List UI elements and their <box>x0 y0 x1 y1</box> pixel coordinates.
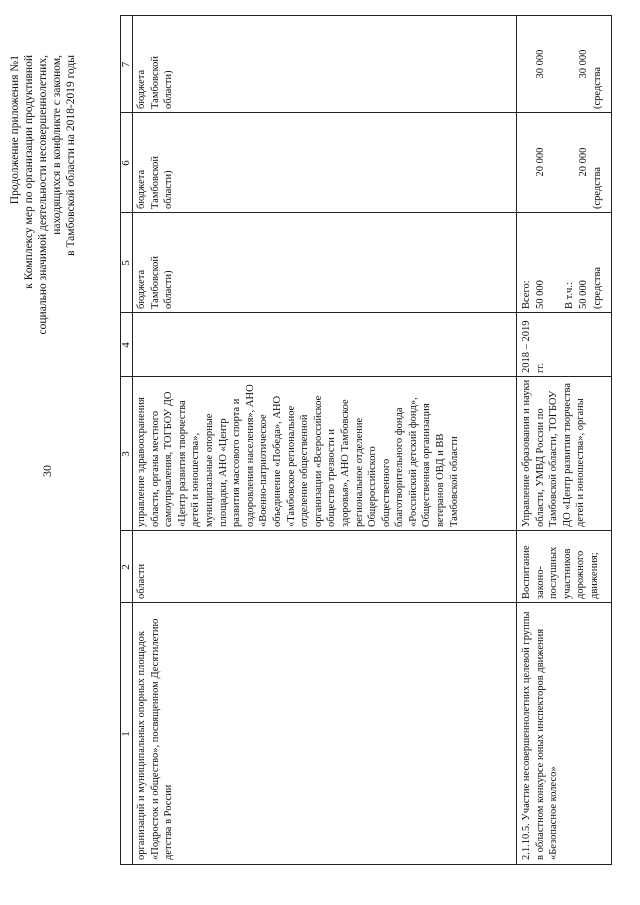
executors-cell: Управление образования и науки области, УМВД России по Тамбовской области, ТОГБОУ ДО «Центр развития творчества детей и юношества», органы <box>521 379 587 527</box>
header-line: социально значимой деятельности несовершеннолетних, <box>37 55 49 335</box>
goal-cell: области <box>136 563 147 599</box>
header-line: в Тамбовской области на 2018-2019 годы <box>65 55 77 256</box>
header-line: находящихся в конфликте с законом, <box>51 55 63 235</box>
funding-2018-including-value: 20 000 <box>578 147 589 177</box>
column-number-6: 6 <box>120 160 132 166</box>
funding-2019-cell: бюджета Тамбовской области) <box>136 55 175 109</box>
funding-including-value: 50 000 <box>578 280 589 309</box>
funding-2018-value: 20 000 <box>535 147 546 177</box>
goal-cell: Воспитание законо-послушных участников дорожного движения; <box>521 545 600 599</box>
funding-2019-value: 30 000 <box>535 49 546 79</box>
funding-total-label: Всего: <box>521 280 532 309</box>
funding-2018-source-note: (средства <box>592 167 603 209</box>
event-name-cell: 2.1.10.5. Участие несовершеннолетних целевой группы в областном конкурсе юных инспекторов движения «Безопасное колесо» <box>521 611 560 860</box>
column-number-4: 4 <box>120 342 132 348</box>
funding-2019-source-note: (средства <box>592 67 603 109</box>
column-number-7: 7 <box>120 61 132 68</box>
funding-including-label: В т.ч.: <box>564 282 575 309</box>
header-line: к Комплексу мер по организации продуктивной <box>23 55 35 289</box>
page-number: 30 <box>40 465 54 477</box>
column-number-5: 5 <box>120 260 132 266</box>
funding-source-note: (средства <box>592 267 603 309</box>
funding-2018-cell: бюджета Тамбовской области) <box>136 155 175 209</box>
column-number-3: 3 <box>120 451 132 457</box>
funding-total-value: 50 000 <box>535 280 546 309</box>
funding-2019-including-value: 30 000 <box>578 49 589 79</box>
measures-table <box>120 15 612 865</box>
appendix-header <box>8 55 78 475</box>
funding-total-cell: бюджета Тамбовской области) <box>136 255 175 309</box>
column-number-1: 1 <box>120 731 132 737</box>
header-line: Продолжение приложения №1 <box>9 55 21 205</box>
executors-cell: управление здравоохранения области, органы местного самоуправления, ТОГБОУ ДО «Центр развития творчества детей и юношества», муниципальные опорные площадки, АНО «Центр развития массового спорта и оздоровления населения», АНО «Военно-патриотическое объединение «Победа», АНО «Тамбовское региональное отделение общественной организации «Всероссийское общество трезвости и здоровья», АНО Тамбовское региональное отделение Общероссийского общественного благотворительного фонда «Российский детский фонд», Общественная организация ветеранов ОВД и ВВ Тамбовской области <box>136 384 460 527</box>
period-cell: 2018 – 2019 гг. <box>521 320 546 373</box>
event-name-cell: организаций и муниципальных опорных площадок «Подросток и общество», посвященном Десятилетию детства в России <box>136 618 175 860</box>
column-number-2: 2 <box>120 564 132 570</box>
